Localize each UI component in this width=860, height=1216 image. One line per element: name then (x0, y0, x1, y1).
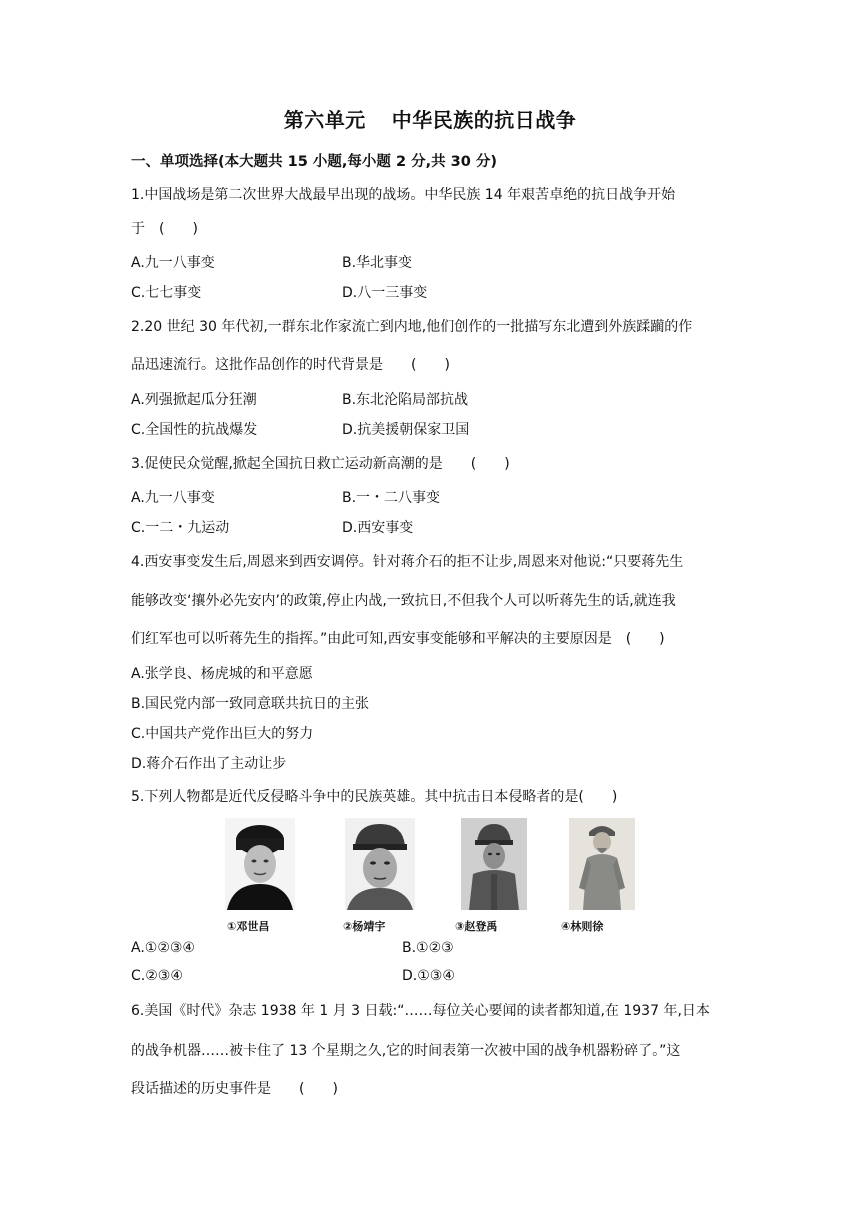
q3-option-c: C.一二・九运动 (131, 520, 230, 536)
q5-option-d: D.①③④ (402, 968, 455, 984)
q3-option-d: D.西安事变 (342, 520, 414, 536)
unit-title: 中华民族的抗日战争 (391, 108, 577, 132)
portrait-lin-zexu (561, 818, 639, 933)
q3-option-b: B.一・二八事变 (342, 490, 441, 506)
page-title (0, 104, 860, 133)
question-5-stem: 5.下列人物都是近代反侵略斗争中的民族英雄。其中抗击日本侵略者的是( ) (131, 789, 618, 805)
caption-1: ①邓世昌 (227, 920, 270, 933)
q3-option-a: A.九一八事变 (131, 490, 215, 506)
question-4-stem: 4.西安事变发生后,周恩来到西安调停。针对蒋介石的拒不让步,周恩来对他说:“只要蒋先生 (131, 554, 684, 570)
portrait-row (225, 818, 645, 936)
q4-option-b: B.国民党内部一致同意联共抗日的主张 (131, 696, 370, 712)
portrait-deng-shichang (225, 818, 295, 933)
q1-option-b: B.华北事变 (342, 255, 413, 271)
unit-label: 第六单元 (283, 108, 366, 132)
question-2-stem: 2.20 世纪 30 年代初,一群东北作家流亡到内地,他们创作的一批描写东北遭到外族蹂躏的作 (131, 319, 693, 335)
section-heading: 一、单项选择(本大题共 15 小题,每小题 2 分,共 30 分) (131, 154, 498, 170)
question-4-stem-cont2: 们红军也可以听蒋先生的指挥。”由此可知,西安事变能够和平解决的主要原因是 ( ) (131, 631, 665, 647)
portrait-zhao-dengyu (455, 818, 531, 933)
question-6-stem-cont2: 段话描述的历史事件是 ( ) (131, 1081, 338, 1097)
q5-option-b: B.①②③ (402, 940, 454, 956)
caption-4: ④林则徐 (561, 920, 604, 933)
q4-option-a: A.张学良、杨虎城的和平意愿 (131, 666, 313, 682)
q1-option-a: A.九一八事变 (131, 255, 215, 271)
caption-3: ③赵登禹 (455, 920, 498, 933)
question-6-stem: 6.美国《时代》杂志 1938 年 1 月 3 日载:“……每位关心要闻的读者都知道,在 1937 年,日本 (131, 1003, 710, 1019)
caption-2: ②杨靖宇 (343, 920, 386, 933)
question-2-stem-cont: 品迅速流行。这批作品创作的时代背景是 ( ) (131, 357, 450, 373)
q1-option-c: C.七七事变 (131, 285, 202, 301)
question-6-stem-cont1: 的战争机器……被卡住了 13 个星期之久,它的时间表第一次被中国的战争机器粉碎了。”这 (131, 1043, 681, 1059)
q4-option-d: D.蒋介石作出了主动让步 (131, 756, 287, 772)
q4-option-c: C.中国共产党作出巨大的努力 (131, 726, 314, 742)
q5-option-c: C.②③④ (131, 968, 183, 984)
portrait-yang-jingyu (343, 818, 415, 933)
q1-option-d: D.八一三事变 (342, 285, 428, 301)
question-1-stem: 1.中国战场是第二次世界大战最早出现的战场。中华民族 14 年艰苦卓绝的抗日战争开始 (131, 187, 676, 203)
q2-option-a: A.列强掀起瓜分狂潮 (131, 392, 257, 408)
q2-option-d: D.抗美援朝保家卫国 (342, 422, 470, 438)
q2-option-b: B.东北沦陷局部抗战 (342, 392, 469, 408)
q2-option-c: C.全国性的抗战爆发 (131, 422, 258, 438)
question-3-stem: 3.促使民众觉醒,掀起全国抗日救亡运动新高潮的是 ( ) (131, 456, 510, 472)
q5-option-a: A.①②③④ (131, 940, 195, 956)
question-4-stem-cont1: 能够改变‘攘外必先安内’的政策,停止内战,一致抗日,不但我个人可以听蒋先生的话,就连我 (131, 593, 676, 609)
question-1-stem-cont: 于 ( ) (131, 221, 198, 237)
